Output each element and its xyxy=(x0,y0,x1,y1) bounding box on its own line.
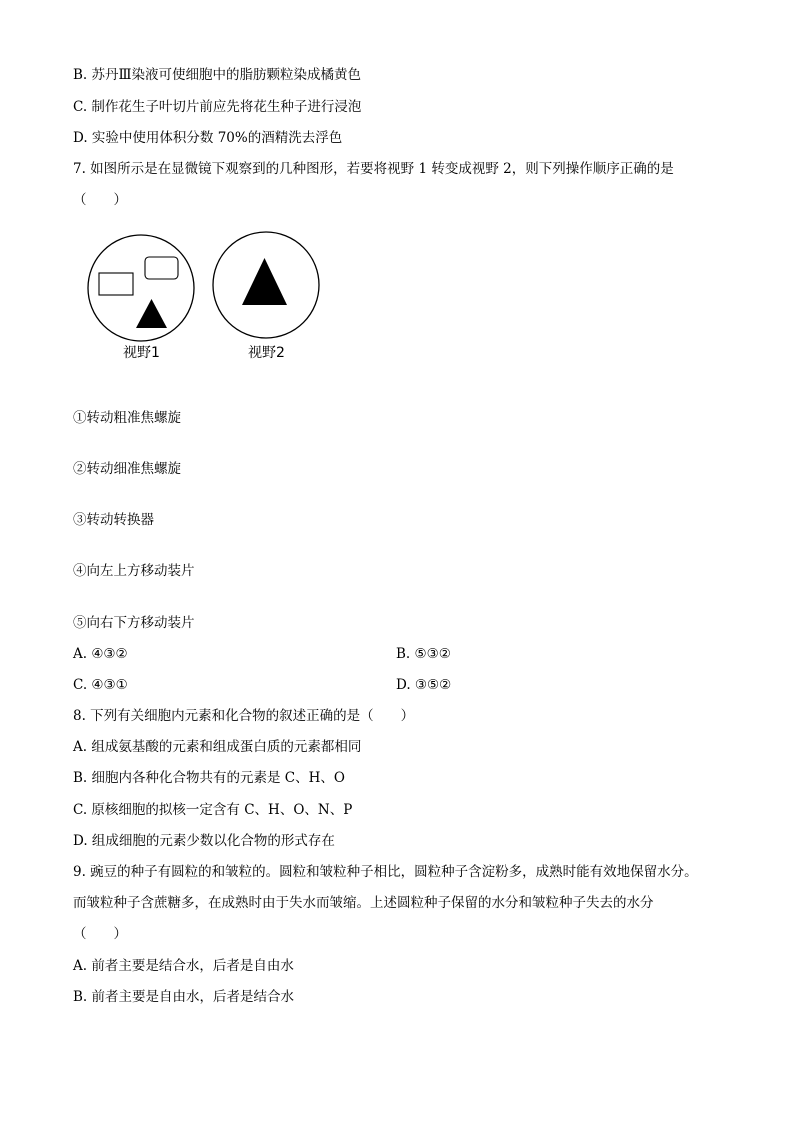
q9-stem-line-2: 而皱粒种子含蔗糖多，在成熟时由于失水而皱缩。上述圆粒种子保留的水分和皱粒种子失去的水分 xyxy=(73,895,654,911)
q8-stem: 8. 下列有关细胞内元素和化合物的叙述正确的是（ ） xyxy=(73,708,415,724)
view-1-rectangle xyxy=(99,273,133,295)
q8-option-d: D. 组成细胞的元素少数以化合物的形式存在 xyxy=(73,833,335,849)
q7-step-5: ⑤向右下方移动装片 xyxy=(73,615,195,631)
q7-option-c: C. ④③① xyxy=(73,677,128,693)
q6-option-c: C. 制作花生子叶切片前应先将花生种子进行浸泡 xyxy=(73,99,362,115)
q7-option-b: B. ⑤③② xyxy=(396,646,451,662)
q9-option-a: A. 前者主要是结合水，后者是自由水 xyxy=(73,958,294,974)
q7-step-1: ①转动粗准焦螺旋 xyxy=(73,410,181,426)
q7-step-2: ②转动细准焦螺旋 xyxy=(73,461,181,477)
q6-option-b: B. 苏丹Ⅲ染液可使细胞中的脂肪颗粒染成橘黄色 xyxy=(73,67,362,83)
q9-option-b: B. 前者主要是自由水，后者是结合水 xyxy=(73,989,295,1005)
q7-option-d: D. ③⑤② xyxy=(396,677,452,693)
view-2-large-triangle xyxy=(242,258,287,305)
view-1-rounded-rectangle xyxy=(145,257,178,279)
q8-option-c: C. 原核细胞的拟核一定含有 C、H、O、N、P xyxy=(73,802,353,818)
microscope-views-figure xyxy=(80,228,330,378)
view-2-label: 视野2 xyxy=(248,345,285,361)
q9-stem-line-3: （ ） xyxy=(73,926,127,942)
q9-stem-line-1: 9. 豌豆的种子有圆粒的和皱粒的。圆粒和皱粒种子相比，圆粒种子含淀粉多，成熟时能有效地保留水分。 xyxy=(73,864,698,880)
q8-option-b: B. 细胞内各种化合物共有的元素是 C、H、O xyxy=(73,770,345,786)
q6-option-d: D. 实验中使用体积分数 70%的酒精洗去浮色 xyxy=(73,130,343,146)
view-1-small-triangle xyxy=(136,299,167,328)
q8-option-a: A. 组成氨基酸的元素和组成蛋白质的元素都相同 xyxy=(73,739,362,755)
q7-option-a: A. ④③② xyxy=(73,646,128,662)
microscope-views-diagram xyxy=(80,228,330,348)
q7-step-4: ④向左上方移动装片 xyxy=(73,563,195,579)
view-2-field xyxy=(213,232,319,338)
q7-step-3: ③转动转换器 xyxy=(73,512,154,528)
view-1-field xyxy=(88,235,194,341)
q7-stem-line-1: 7. 如图所示是在显微镜下观察到的几种图形，若要将视野 1 转变成视野 2，则下列操作顺序正确的是 xyxy=(73,161,674,177)
view-1-label: 视野1 xyxy=(123,345,160,361)
q7-stem-line-2: （ ） xyxy=(73,192,127,208)
